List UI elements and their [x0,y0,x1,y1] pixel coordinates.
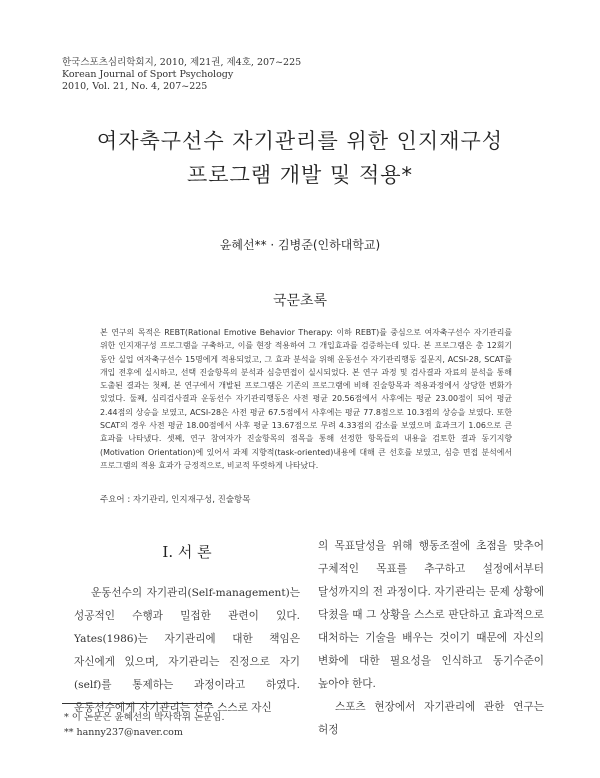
journal-citation-english: 2010, Vol. 21, No. 4, 207~225 [62,81,208,92]
body-paragraph: 스포츠 현장에서 자기관리에 관한 연구는 허정 [318,701,544,736]
paper-title-line1: 여자축구선수 자기관리를 위한 인지재구성 [96,129,504,153]
body-paragraph: 운동선수의 자기관리(Self-management)는 성공적인 수행과 밀접한 관련이 있다. Yates(1986)는 자기관리에 대한 책임은 자신에게 있으며, 자기관리는 진정으로 자기(self)를 통제하는 과정이라고 하였다. 운동선수에게 자기관리는 선수 스스로 자신 [74,587,300,714]
body-column-left [74,540,300,720]
footnote-email: ** hanny237@naver.com [64,727,183,738]
footnote-thesis: * 이 논문은 윤혜선의 박사학위 논문임. [64,712,225,723]
journal-name-english: Korean Journal of Sport Psychology [62,69,234,80]
authors: 윤혜선** · 김병준(인하대학교) [219,238,381,252]
section-title: I. 서 론 [162,543,212,561]
abstract-text: 본 연구의 목적은 REBT(Rational Emotive Behavior Therapy: 이하 REBT)를 중심으로 여자축구선수 자기관리를 위한 인지재구성 프로그램을 구축하고, 이를 현장 적용하여 그 개입효과를 검증하는데 있다. 본 프로그램은 총 12회기 동안 실업 여자축구선수 15명에게 적용되었고, 그 효과 분석을 위해 운동선수 자기관리행동 질문지, ACSI-28, SCAT를 개입 전후에 실시하고, 선택 진술항목의 분석과 심층면접이 실시되었다. 본 연구 과정 및 검사결과 자료의 분석을 통해 도출된 결과는 첫째, 본 연구에서 개발된 프로그램은 기존의 프로그램에 비해 진술항목과 적용과정에서 상당한 변화가 있었다. 둘째, 심리검사결과 운동선수 자기관리행동은 사전 평균 20.56점에서 사후에는 평균 23.00점이 되어 평균 2.44점의 상승을 보였고, ACSI-28은 사전 평균 67.5점에서 사후에는 평균 77.8점으로 10.3점의 상승을 보였다. 또한 SCAT의 경우 사전 평균 18.00점에서 사후 평균 13.67점으로 무려 4.33점의 감소를 보였으며 효과크기 1.06으로 큰 효과를 나타냈다. 셋째, 연구 참여자가 진술항목의 점목을 통해 선정한 항목들의 내용을 검토한 결과 동기지향(Motivation Orientation)에 있어서 과제 지향적(task-oriented)내용에 대해 큰 선호를 보였고, 심층 면접 분석에서 프로그램의 적용 효과가 긍정적으로, 비교적 뚜렷하게 나타났다. [100,328,512,470]
journal-citation-korean: 한국스포츠심리학회지, 2010, 제21권, 제4호, 207~225 [62,57,302,68]
body-paragraph: 의 목표달성을 위해 행동조절에 초점을 맞추어 구체적인 목표를 추구하고 설정에서부터 달성까지의 전 과정이다. 자기관리는 문제 상황에 닥쳤을 때 그 상황을 스스로 판단하고 효과적으로 대처하는 기술을 배우는 것이기 때문에 자신의 변화에 대한 필요성을 인식하고 동기수준이 높아야 한다. [318,540,544,690]
abstract-heading: 국문초록 [272,293,328,309]
journal-header [62,57,301,93]
footnote-divider [62,703,212,704]
paper-title [0,124,600,192]
body-column-right [318,535,544,742]
paper-title-line2: 프로그램 개발 및 적용* [186,163,414,187]
keywords: 주요어 : 자기관리, 인지재구성, 진술항목 [100,495,251,505]
footnotes [64,710,225,740]
